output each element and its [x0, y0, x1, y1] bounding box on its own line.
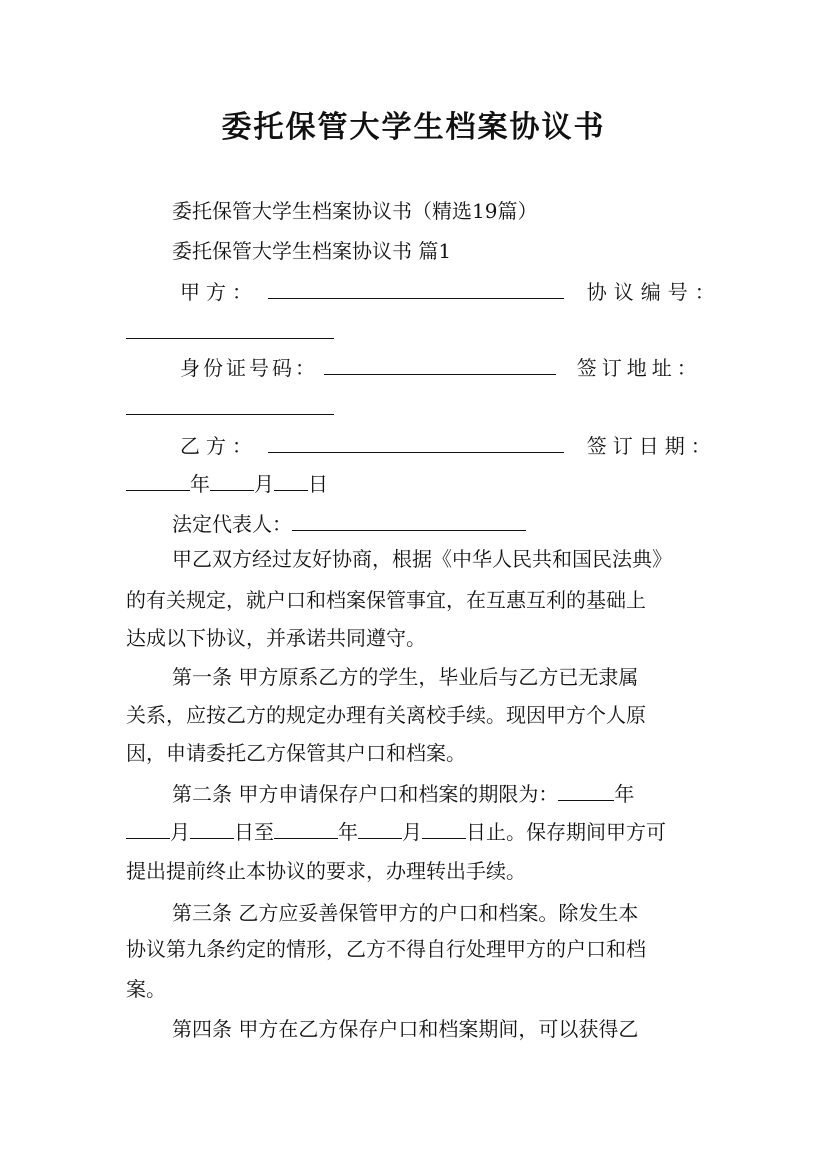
party-a-row	[180, 276, 722, 306]
legal-rep-blank	[292, 508, 526, 531]
document-title: 委托保管大学生档案协议书	[221, 110, 606, 145]
sign-place-label: 签订地址：	[576, 356, 702, 380]
year-label: 年	[190, 472, 210, 496]
article-2-tail: 日止。保存期间甲方可	[466, 820, 666, 844]
intro-line-2: 的有关规定，就户口和档案保管事宜，在互惠互利的基础上	[126, 588, 646, 612]
legal-rep-row	[172, 508, 702, 538]
sign-date-row	[126, 468, 702, 498]
intro-line-3: 达成以下协议，并承诺共同遵守。	[126, 626, 426, 650]
article-2-year: 年	[614, 782, 635, 806]
article-1-line-3: 因，申请委托乙方保管其户口和档案。	[126, 741, 466, 765]
party-b-blank	[268, 430, 564, 453]
sign-place-row	[126, 392, 702, 422]
party-a-label: 甲方：	[180, 280, 258, 304]
article-2-year-blank	[558, 778, 614, 801]
id-number-label: 身份证号码：	[180, 356, 318, 380]
article-1-line-2: 关系，应按乙方的规定办理有关离校手续。现因甲方个人原	[126, 703, 646, 727]
article-2-day-to: 日至	[234, 820, 274, 844]
article-2-line-1	[172, 778, 702, 808]
sign-place-blank	[126, 392, 334, 415]
article-2-line-2	[126, 816, 702, 846]
article-2-year2-blank	[274, 816, 338, 839]
party-b-label: 乙方：	[180, 434, 258, 458]
article-2-month: 月	[170, 820, 190, 844]
agreement-no-label: 协议编号：	[586, 280, 722, 304]
article-2-year2: 年	[338, 820, 358, 844]
party-b-row	[180, 430, 717, 460]
article-2-month2: 月	[402, 820, 422, 844]
year-blank	[126, 468, 190, 491]
day-blank	[274, 468, 308, 491]
sign-date-label: 签订日期：	[586, 434, 717, 458]
month-label: 月	[254, 472, 274, 496]
article-3-line-3: 案。	[126, 977, 166, 1001]
section-heading: 委托保管大学生档案协议书 篇1	[172, 239, 452, 263]
day-label: 日	[308, 472, 328, 496]
agreement-no-row	[126, 316, 702, 346]
article-3-line-2: 协议第九条约定的情形，乙方不得自行处理甲方的户口和档	[126, 937, 646, 961]
article-1-line-1: 第一条 甲方原系乙方的学生，毕业后与乙方已无隶属	[172, 665, 639, 689]
article-2-line-3: 提出提前终止本协议的要求，办理转出手续。	[126, 859, 526, 883]
article-3-line-1: 第三条 乙方应妥善保管甲方的户口和档案。除发生本	[172, 901, 639, 925]
legal-rep-label: 法定代表人：	[172, 512, 292, 536]
article-2-day-blank	[190, 816, 234, 839]
document-subtitle: 委托保管大学生档案协议书（精选19篇）	[172, 199, 538, 223]
id-number-row	[180, 352, 702, 382]
month-blank	[210, 468, 254, 491]
agreement-no-blank	[126, 316, 334, 339]
party-a-blank	[268, 276, 564, 299]
article-2-month-blank	[126, 816, 170, 839]
article-4-line-1: 第四条 甲方在乙方保存户口和档案期间，可以获得乙	[172, 1017, 639, 1041]
intro-line-1: 甲乙双方经过友好协商，根据《中华人民共和国民法典》	[172, 547, 672, 571]
article-2-month2-blank	[358, 816, 402, 839]
id-number-blank	[324, 352, 556, 375]
article-2-text: 第二条 甲方申请保存户口和档案的期限为：	[172, 782, 559, 806]
article-2-day2-blank	[422, 816, 466, 839]
